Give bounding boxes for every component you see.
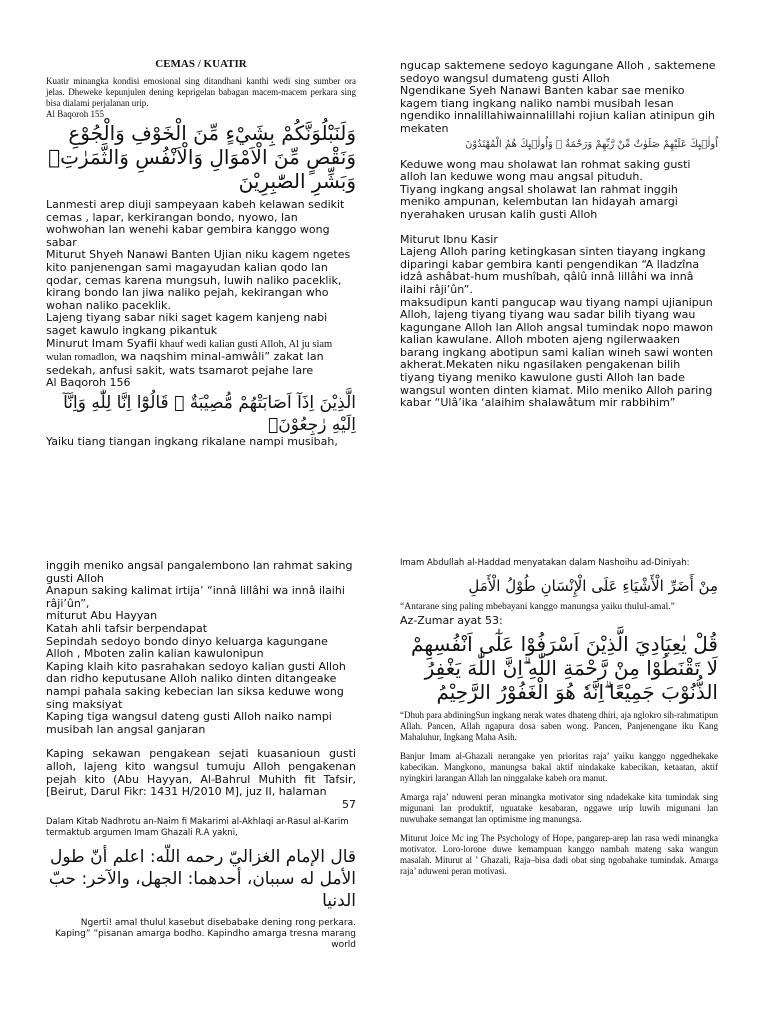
ibnu-kasir-paragraph: Miturut Ibnu Kasir Lajeng Alloh paring ketingkasan sinten tiayang ingkang diparingi kabar gembira kanti pengendikan “A lladzîna idzâ ashâbat-hum mushîbah, qâlû innâ lillâhi wa innâ ilaihi râji’ûn”. maksudipun kanti pangucap wau tiyang nampi ujianipun Alloh, lajeng tiyang tiyang wau sadar bilih tiyang wau kagungane Alloh lan Alloh angsal tumindak nopo mawon kalian kawulane. Alloh mboten ajeng ngilerwaaken barang ingkang abotipun sami kalian wineh sawi wonten akherat.Mekaten niku ngasilaken pengakenan bilih tiyang tiyang meniko kawulone gusti Alloh lan bade wangsul wonten dinten kiamat. Milo meniko Alloh paring kabar “Ulâ’ika ‘alaihim shalawâtum mir rabbihim”	[400, 232, 714, 410]
top-right-column	[400, 56, 718, 410]
verse-reference-zumar: Az-Zumar ayat 53:	[400, 614, 503, 627]
explanation-paragraph: Lanmesti arep diuji sampeyaan kabeh kelawan sedikit cemas , lapar, kerkirangan bondo, nyowo, lan wohwohan lan wenehi kabar gembira kanggo wong sabar Miturut Shyeh Nanawi Banten Ujian niku kagem ngetes kito panjenengan sami magayudan kalian qodo lan qodar, cemas karena mungsuh, luwih naliko paceklik, kirang bondo lan jiwa naliko pejah, kekirangan who wohan naliko paceklik. Lajeng tiyang sabar niki saget kagem kanjeng nabi saget kawulo ingkang pikantuk	[46, 198, 351, 337]
closing-line: Yaiku tiang tiangan ingkang rikalane nampi musibah,	[46, 434, 338, 448]
bottom-right-column	[400, 558, 718, 877]
page-number: 57	[342, 797, 356, 811]
irtija-paragraph: inggih meniko angsal pangalembono lan rahmat saking gusti Alloh Anapun saking kalimat irtija’ “innâ lillâhi wa innâ ilaihi râji’ûn”, miturut Abu Hayyan Katah ahli tafsir berpendapat Sepindah sedoyo bondo dinyo keluarga kagungane Alloh , Mboten zalin kalian kawulonipun Kaping klaih kito pasrahakan sedoyo kalian gusti Alloh dan ridho keputusane Alloh naliko dinten ditangeake nampi pahala saking kebecian lan siksa keduwe wong sing maksiyat Kaping tiga wangsul dateng gusti Alloh naiko nampi musibah lan angsal ganjaran	[46, 559, 353, 736]
imam-syafii-continuation: wa naqshim minal-amwâli” zakat lan sedekah, anfusi sakit, wats tsamarot pejahe lare Al Baqoroh 156	[46, 350, 324, 390]
raja-motivator-paragraph: Amarga raja’ nduweni peran minangka motivator sing ndadekake kita tumindak sing migunani lan produktif, nguatake kesabaran, nggawe urip luwih migunani lan nuwuhake semangat lan optimisme ing manungsa.	[400, 791, 718, 824]
ngucap-paragraph: ngucap saktemene sedoyo kagungane Alloh , saktemene sedoyo wangsul dumateng gusti Alloh Ngendikane Syeh Nanawi Banten kabar sae meniko kagem tiang ingkang naliko nambi musibah lesan ngendiko innalillahiwainnalillahi rojiun kalian atinipun gih mekaten	[400, 59, 716, 135]
sholawat-paragraph: Keduwe wong mau sholawat lan rohmat saking gusti alloh lan keduwe wong mau angsal pituduh. Tiyang ingkang angsal sholawat lan rahmat inggih meniko ampunan, kelembutan lan hidayah amargi nyerahaken urusan kalih gusti Alloh	[400, 157, 691, 221]
intro-text: Kuatir minangka kondisi emosional sing ditandhani kanthi wedi sing sumber ora jelas. Dheweke kepunjulen dening keprigelan babagan macem-macem perkara sing bisa dialami perjalanan urip.	[46, 76, 356, 108]
imam-syafii-text: khauf wedi kalian gusti Alloh, Al ju siam wulan romadlon,	[46, 338, 333, 364]
arabic-verse-155: وَلَنَبْلُوَنَّكُمْ بِشَيْءٍ مِّنَ الْخَوْفِ وَالْجُوْعِ وَنَقْصٍ مِّنَ الْاَمْوَالِ وَالْاَنْفُسِ وَالثَّمَرٰتِۗ وَبَشِّرِ الصّٰبِرِيْنَ	[48, 121, 356, 193]
arabic-verse-157: اُولٰۤىِٕكَ عَلَيْهِمْ صَلَوٰتٌ مِّنْ رَّبِّهِمْ وَرَحْمَةٌ ۗ وَاُولٰۤىِٕكَ هُمُ الْمُهْتَدُوْنَ	[465, 138, 718, 150]
joice-paragraph: Miturut Joice Mc ing The Psychology of Hope, pangarep-arep lan rasa wedi minangka motivator. Loro-lorone duwe kemampuan kanggo nambah mateng saka wangun masalah. Miturut al ’ Ghazali, Raja–bisa dadi obat sing ngobahake tumindak. Amarga raja’ nduweni peran motivasi.	[400, 832, 718, 876]
arabic-ghazali-quote: قال الإمام الغزاليّ رحمه اللّه: اعلم أنّ طول الأمل له سببان، أحدهما: الجهل، والآخر: حبّ الدنيا	[48, 847, 356, 912]
top-left-column	[46, 56, 356, 449]
zumar-translation: “Dhuh para abdiningSun ingkang nerak wates dhateng dhiri, aja nglokro sih-rahmatipun Allah. Pancen, Allah ngapura dosa saben wong. Pancen, Panjenengane iku Kang Mahaluhur, Ingkang Maha Asih.	[400, 709, 718, 742]
ghazali-translation: Ngerti! amal thulul kasebut disebabake dening rong perkara. Kaping” ”pisanan amarga bodho. Kapindho amarga tresna marang world	[54, 918, 356, 951]
kitab-note: Dalam Kitab Nadhrotu an-Naim fi Makarimi al-Akhlaqi ar-Rasul al-Karim termaktub argumen Imam Ghazali R.A yakni,	[46, 817, 349, 838]
haddad-intro: Imam Abdullah al-Haddad menyatakan dalam Nashoihu ad-Diniyah:	[400, 558, 690, 568]
imam-syafii-paragraph	[46, 338, 356, 390]
imam-syafii-label: Minurut Imam Syafii	[46, 336, 157, 350]
verse-reference: Al Baqoroh 155	[46, 109, 104, 119]
arabic-haddad-quote: مِنْ أَضَرِّ الْأَشْيَاءِ عَلَى الْإِنْسَانِ طُوْلُ الْأَمَلِ	[468, 577, 718, 595]
haddad-translation: “Antarane sing paling mbebayani kanggo manungsa yaiku thulul-amal.”	[400, 602, 675, 612]
bottom-left-column	[46, 560, 356, 951]
ghazali-raja-paragraph: Banjur Imam al-Ghazali nerangake yen prioritas raja’ yaiku kanggo nggedhekake kabecikan. Mangkono, manungsa bakal aktif nindakake kabecikan, ketaatan, aktif nyingkiri larangan Allah lan ninggalake kabeh ora manut.	[400, 750, 718, 783]
arabic-zumar-53: قُلْ يٰعِبَادِيَ الَّذِيْنَ اَسْرَفُوْا عَلٰٓى اَنْفُسِهِمْ لَا تَقْنَطُوْا مِنْ رَّحْمَةِ اللّٰهِ ۗاِنَّ اللّٰهَ يَغْفِرُ الذُّنُوْبَ جَمِيْعًا ۗاِنَّهٗ هُوَ الْغَفُوْرُ الرَّحِيْمُ	[411, 631, 718, 704]
arabic-verse-156: الَّذِيْنَ اِذَآ اَصَابَتْهُمْ مُّصِيْبَةٌ ۗ قَالُوْٓا اِنَّا لِلّٰهِ وَاِنَّآ اِلَيْهِ رٰجِعُوْنَۗ	[63, 392, 356, 435]
document-title: CEMAS / KUATIR	[155, 58, 247, 70]
kaping-sekawan-paragraph: Kaping sekawan pengakean sejati kuasanioun gusti alloh, lajeng kito wangsul tumuju Alloh pengakenan pejah kito (Abu Hayyan, Al-Bahrul Muhith fit Tafsir, [Beirut, Darul Fikr: 1431 H/2010 M], juz II, halaman	[46, 747, 356, 799]
